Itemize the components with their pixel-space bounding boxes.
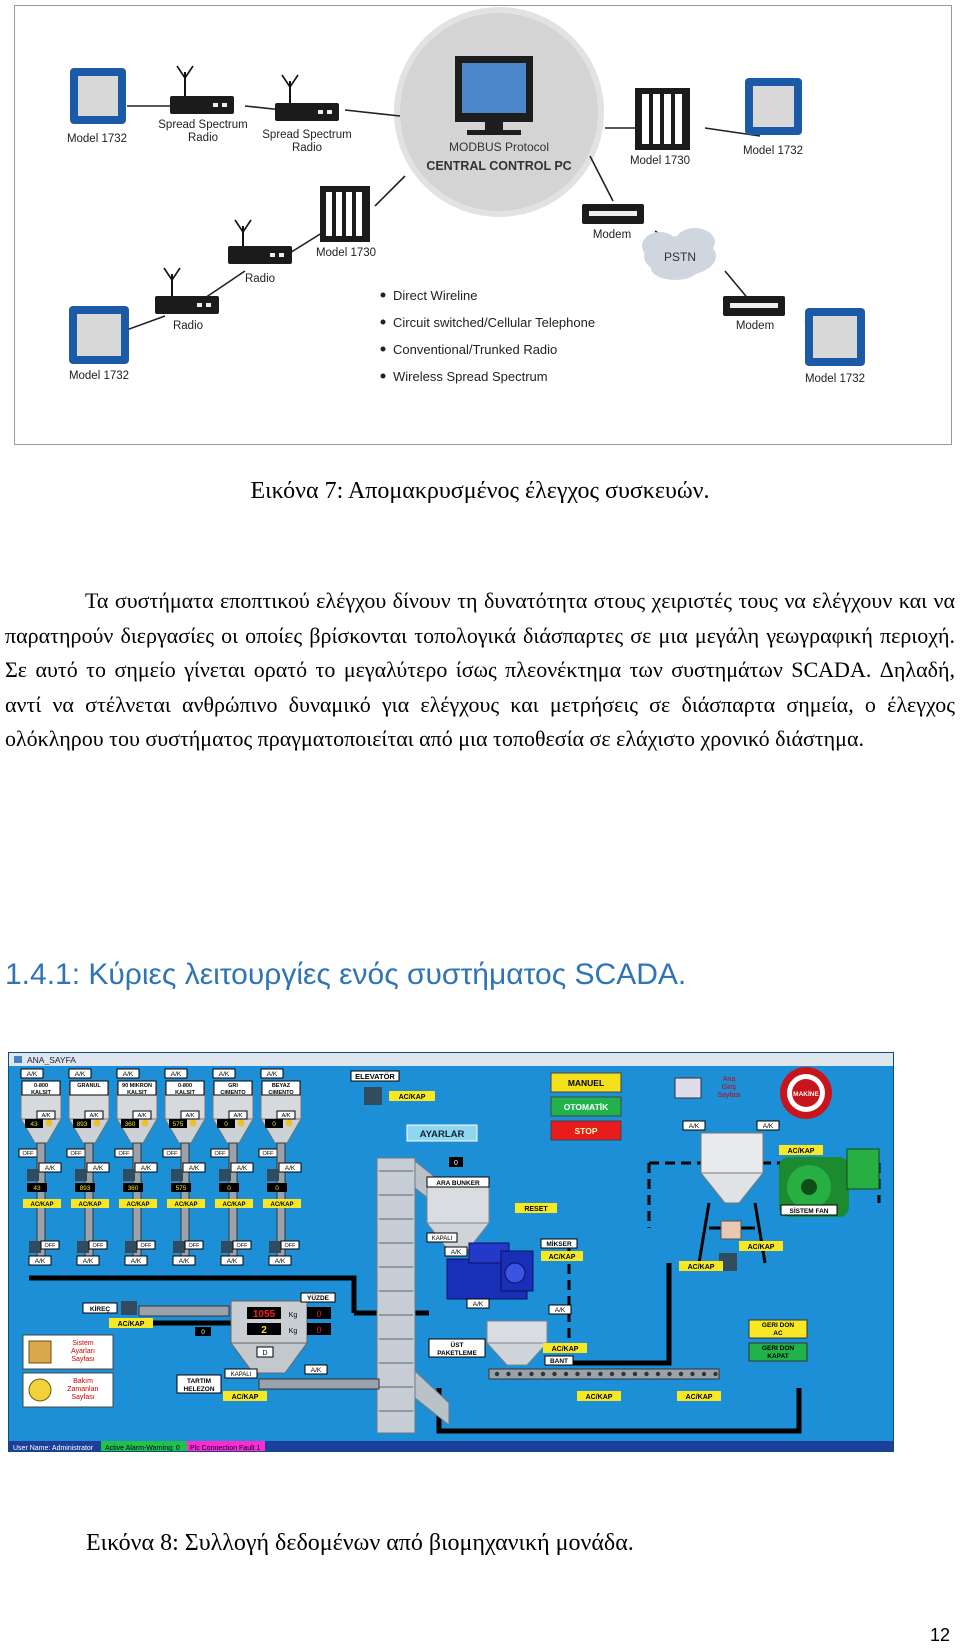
- conveyor-roller: [575, 1372, 579, 1376]
- conveyor-roller: [495, 1372, 499, 1376]
- silo-ackap-label: AC/KAP: [222, 1202, 246, 1208]
- bottom-conveyor: [489, 1369, 719, 1379]
- silo-value: 0: [224, 1121, 228, 1128]
- silo-name: 0-800 KALSIT: [175, 1083, 195, 1096]
- conveyor2-ackap-label: AC/KAP: [685, 1394, 713, 1401]
- elevator-motor: [364, 1087, 382, 1105]
- conveyor-roller: [633, 1372, 637, 1376]
- window-icon: [14, 1056, 22, 1063]
- ak-label: A/K: [137, 1113, 147, 1119]
- figure-7-caption: Εικόνα 7: Απομακρυσμένος έλεγχος συσκευών.: [250, 478, 710, 504]
- label-model-1730-center: Model 1730: [315, 247, 377, 259]
- ak-label: A/K: [82, 1258, 94, 1265]
- conveyor-roller: [598, 1372, 602, 1376]
- off-label: OFF: [118, 1151, 130, 1157]
- silo-ackap-label: AC/KAP: [126, 1202, 150, 1208]
- silo-motor: [219, 1169, 231, 1181]
- silo-indicator: [286, 1120, 293, 1127]
- ust-paketleme-label: ÜST PAKETLEME: [437, 1342, 477, 1357]
- ak-label: A/K: [233, 1113, 243, 1119]
- d-label: D: [262, 1350, 268, 1357]
- silo-lower-value: 360: [127, 1185, 139, 1192]
- figure-scada-screen: [8, 1052, 894, 1452]
- ak-label: A/K: [281, 1113, 291, 1119]
- off-label: OFF: [22, 1151, 34, 1157]
- central-label-2: CENTRAL CONTROL PC: [426, 159, 572, 173]
- silo-motor-lower: [269, 1241, 281, 1253]
- ak-label: A/K: [688, 1123, 700, 1130]
- label-modem-top: Modem: [592, 229, 632, 241]
- conveyor-roller: [713, 1372, 717, 1376]
- conveyor-roller: [690, 1372, 694, 1376]
- off-label: OFF: [188, 1243, 200, 1249]
- ak-label: A/K: [34, 1258, 46, 1265]
- status-plc: Plc Connection Fault 1: [190, 1445, 261, 1452]
- silo-value: 575: [172, 1121, 184, 1128]
- silo-motor-lower: [125, 1241, 137, 1253]
- ak-label: A/K: [762, 1123, 774, 1130]
- silo-name: 90 MIKRON KALSIT: [122, 1083, 152, 1096]
- ak-label: A/K: [140, 1165, 152, 1172]
- off-label: OFF: [284, 1243, 296, 1249]
- label-model-1730-tr: Model 1730: [629, 155, 691, 167]
- conveyor-roller: [621, 1372, 625, 1376]
- silo-lower-value: 575: [175, 1185, 187, 1192]
- label-radio-low: Radio: [172, 320, 204, 332]
- silo-indicator: [238, 1120, 245, 1127]
- helezon-ackap-label: AC/KAP: [231, 1394, 259, 1401]
- conveyor-roller: [644, 1372, 648, 1376]
- ak-label: A/K: [188, 1165, 200, 1172]
- conveyor-roller: [587, 1372, 591, 1376]
- status-alarm: Active Alarm-Warning: 0: [105, 1445, 180, 1452]
- conveyor-roller: [541, 1372, 545, 1376]
- silo-motor: [75, 1169, 87, 1181]
- mikser-label: MİKSER: [546, 1241, 572, 1248]
- silo-name: BEYAZ CIMENTO: [268, 1083, 294, 1096]
- silo-motor: [171, 1169, 183, 1181]
- bullet-item: Direct Wireline: [393, 288, 478, 303]
- ak-label: A/K: [274, 1258, 286, 1265]
- silo-lower-value: 893: [79, 1185, 91, 1192]
- window-title-bar: [9, 1053, 894, 1066]
- label-model-1732-br: Model 1732: [804, 373, 866, 385]
- tools-icon: [29, 1341, 51, 1363]
- kirec-screw: [139, 1306, 229, 1316]
- silo-motor: [267, 1169, 279, 1181]
- body-paragraph: [5, 584, 955, 757]
- label-ssr-1: Spread Spectrum Radio: [158, 119, 248, 144]
- silo-motor-lower: [173, 1241, 185, 1253]
- silo-motor-lower: [77, 1241, 89, 1253]
- silo-motor: [123, 1169, 135, 1181]
- silo-indicator: [190, 1120, 197, 1127]
- silo-motor-lower: [221, 1241, 233, 1253]
- ayarlar-label: AYARLAR: [419, 1129, 465, 1140]
- figure-remote-control-diagram: [14, 5, 952, 445]
- geri-don-ac-label: GERI DON AC: [761, 1322, 795, 1337]
- bant-ackap-label: AC/KAP: [551, 1346, 579, 1353]
- radio-device-low: [155, 268, 219, 314]
- ak-label: A/K: [44, 1165, 56, 1172]
- figure-8-caption: Εικόνα 8: Συλλογή δεδομένων από βιομηχανική μονάδα.: [86, 1530, 634, 1556]
- makine-label: MAKİNE: [793, 1091, 819, 1098]
- ak-label: A/K: [89, 1113, 99, 1119]
- ana-giris-label: Ana Giriş Sayfası: [717, 1076, 741, 1099]
- ak-label: A/K: [130, 1258, 142, 1265]
- silo-ackap-label: AC/KAP: [270, 1202, 294, 1208]
- silo-indicator: [142, 1120, 149, 1127]
- ak-label: A/K: [92, 1165, 104, 1172]
- radio-device-mid: [228, 220, 292, 264]
- modem-device-right: [723, 296, 785, 316]
- helezon-screw: [259, 1379, 379, 1389]
- spread-spectrum-radio-2: [275, 75, 339, 121]
- conveyor-roller: [552, 1372, 556, 1376]
- label-model-1732-bl: Model 1732: [68, 370, 130, 382]
- silo-indicator: [94, 1120, 101, 1127]
- mikser-ackap-label: AC/KAP: [548, 1254, 576, 1261]
- central-label-1: MODBUS Protocol: [448, 140, 550, 154]
- kirec-motor: [121, 1301, 137, 1315]
- silo-ackap-label: AC/KAP: [78, 1202, 102, 1208]
- communication-bullets: [381, 288, 596, 384]
- model-1730-device-top-right: [635, 88, 690, 150]
- kapali-label-2: KAPALI: [230, 1372, 252, 1378]
- weight-value-2: 2: [261, 1325, 267, 1336]
- silo-motor: [27, 1169, 39, 1181]
- conveyor-roller: [518, 1372, 522, 1376]
- ak-label: A/K: [266, 1071, 278, 1078]
- ak-label: A/K: [74, 1071, 86, 1078]
- ak-label: A/K: [170, 1071, 182, 1078]
- ak-label: A/K: [226, 1258, 238, 1265]
- off-label: OFF: [140, 1243, 152, 1249]
- silo-lower-value: 0: [227, 1185, 231, 1192]
- off-label: OFF: [214, 1151, 226, 1157]
- page-number: 12: [929, 1625, 950, 1645]
- kirec-label: KİREÇ: [89, 1306, 111, 1313]
- zero-value: 0: [201, 1329, 205, 1336]
- silo-value: 360: [124, 1121, 136, 1128]
- ak-label: A/K: [122, 1071, 134, 1078]
- ak-label: A/K: [284, 1165, 296, 1172]
- stop-label: STOP: [574, 1126, 598, 1136]
- ara-bunker-value: 0: [454, 1160, 458, 1167]
- bakim-label: Bakım Zamanları Sayfası: [67, 1378, 99, 1401]
- label-modem-right: Modem: [735, 320, 775, 332]
- paragraph-text: Τα συστήματα εποπτικού ελέγχου δίνουν τη δυνατότητα στους χειριστές τους να ελέγχουν και να παρατηρούν διεργασίες οι οποίες βρίσκονται τοπολογικά διάσπαρτες σε μια μεγάλη γεωγραφική περιοχή. Σε αυτό το σημείο γίνεται ορατό το μεγαλύτερο ίσως πλεονέκτημα των συστημάτων SCADA. Δηλαδή, αντί να στέλνεται ανθρώπινο δυναμικό για ελέγχους και μετρήσεις σε διάσπαρτα σημεία, ο έλεγχος ολόκληρου του συστήματος πραγματοποιείται από μια τοποθεσία σε ελάχιστο χρονικό διάστημα.: [5, 588, 955, 751]
- sistem-ayarlari-label: Sistem Ayarları Sayfası: [71, 1340, 95, 1363]
- bullet-item: Wireless Spread Spectrum: [393, 369, 548, 384]
- bullet-item: Conventional/Trunked Radio: [393, 342, 558, 357]
- geri-don-kapat-label: GERI DON KAPAT: [761, 1345, 795, 1360]
- network-diagram: [15, 6, 953, 446]
- conveyor-roller: [610, 1372, 614, 1376]
- ak-label: A/K: [26, 1071, 38, 1078]
- otomatik-label: OTOMATİK: [563, 1102, 609, 1112]
- kapali-label: KAPALI: [431, 1236, 453, 1242]
- ak-label: A/K: [218, 1071, 230, 1078]
- makine-logo-icon: [780, 1067, 832, 1119]
- computer-icon: [675, 1078, 701, 1098]
- silo-ackap-label: AC/KAP: [174, 1202, 198, 1208]
- fan-ackap-label: AC/KAP: [787, 1148, 815, 1155]
- ara-bunker-label: ARA BUNKER: [436, 1180, 480, 1187]
- hand-icon: [721, 1221, 741, 1239]
- tartim-helezon-label: TARTIM HELEZON: [183, 1378, 215, 1393]
- silo-value: 43: [30, 1121, 38, 1128]
- bullet-item: Circuit switched/Cellular Telephone: [393, 315, 596, 330]
- modem-device-top: [582, 204, 644, 224]
- yuzde-value-2: 0: [316, 1325, 322, 1335]
- ak-label: A/K: [450, 1249, 462, 1256]
- window-title: ANA_SAYFA: [27, 1055, 76, 1065]
- silo-name: GRI CIMENTO: [220, 1083, 246, 1096]
- sistem-fan-label: SİSTEM FAN: [789, 1208, 829, 1215]
- model-1732-device-top-left: [70, 68, 126, 124]
- kirec-ackap-label: AC/KAP: [117, 1321, 145, 1328]
- label-ssr-2: Spread Spectrum Radio: [262, 129, 352, 154]
- right2-ackap-label: AC/KAP: [687, 1264, 715, 1271]
- silo-lower-value: 0: [275, 1185, 279, 1192]
- ak-label: A/K: [185, 1113, 195, 1119]
- weight-value-1: 1055: [252, 1309, 276, 1320]
- right-ackap-label: AC/KAP: [747, 1244, 775, 1251]
- conveyor-roller: [506, 1372, 510, 1376]
- spread-spectrum-radio-1: [170, 66, 234, 114]
- conveyor-roller: [564, 1372, 568, 1376]
- off-label: OFF: [166, 1151, 178, 1157]
- label-model-1732-tl: Model 1732: [66, 133, 128, 145]
- off-label: OFF: [262, 1151, 274, 1157]
- ak-label: A/K: [178, 1258, 190, 1265]
- off-label: OFF: [236, 1243, 248, 1249]
- conveyor-roller: [656, 1372, 660, 1376]
- silo-row: [19, 1069, 301, 1265]
- silo-lower-value: 43: [33, 1185, 41, 1192]
- conveyor-ackap-label: AC/KAP: [585, 1394, 613, 1401]
- model-1732-device-top-right: [745, 78, 802, 135]
- reset-label: RESET: [524, 1206, 548, 1213]
- section-heading: 1.4.1: Κύριες λειτουργίες ενός συστήματος SCADA.: [5, 958, 687, 991]
- ak-label: A/K: [236, 1165, 248, 1172]
- silo-name: GRANUL: [77, 1083, 101, 1089]
- ak-label: A/K: [310, 1367, 322, 1374]
- silo-value: 893: [76, 1121, 88, 1128]
- silo-name: 0-800 KALSIT: [31, 1083, 51, 1096]
- conveyor-roller: [667, 1372, 671, 1376]
- silo-indicator: [46, 1120, 53, 1127]
- scada-hmi: [9, 1053, 894, 1452]
- off-label: OFF: [92, 1243, 104, 1249]
- model-1732-device-bottom-right: [805, 308, 865, 366]
- silo-value: 0: [272, 1121, 276, 1128]
- elevator-ackap-label: AC/KAP: [398, 1094, 426, 1101]
- yuzde-value-1: 0: [316, 1309, 322, 1319]
- conveyor-roller: [702, 1372, 706, 1376]
- conveyor-roller: [679, 1372, 683, 1376]
- off-label: OFF: [70, 1151, 82, 1157]
- ak-label: A/K: [41, 1113, 51, 1119]
- kg-label: Kg: [288, 1312, 298, 1319]
- elevator-label: ELEVATÖR: [355, 1072, 395, 1081]
- clock-icon: [29, 1379, 51, 1401]
- ust-paketleme-hopper: [487, 1321, 547, 1365]
- manuel-label: MANUEL: [567, 1078, 605, 1088]
- kg-label: Kg: [288, 1328, 298, 1335]
- label-pstn: PSTN: [663, 250, 697, 264]
- off-label: OFF: [44, 1243, 56, 1249]
- label-model-1732-tr: Model 1732: [742, 145, 804, 157]
- model-1730-device-center: [320, 186, 370, 242]
- silo-motor-lower: [29, 1241, 41, 1253]
- ak-label: A/K: [472, 1301, 484, 1308]
- conveyor-roller: [529, 1372, 533, 1376]
- ak-label: A/K: [554, 1307, 566, 1314]
- silo-ackap-label: AC/KAP: [30, 1202, 54, 1208]
- status-user: User Name: Administrator: [13, 1445, 94, 1452]
- model-1732-device-bottom-left: [69, 306, 129, 364]
- bant-label: BANT: [549, 1358, 569, 1365]
- label-radio-mid: Radio: [244, 273, 276, 285]
- yuzde-label: YÜZDE: [306, 1295, 330, 1302]
